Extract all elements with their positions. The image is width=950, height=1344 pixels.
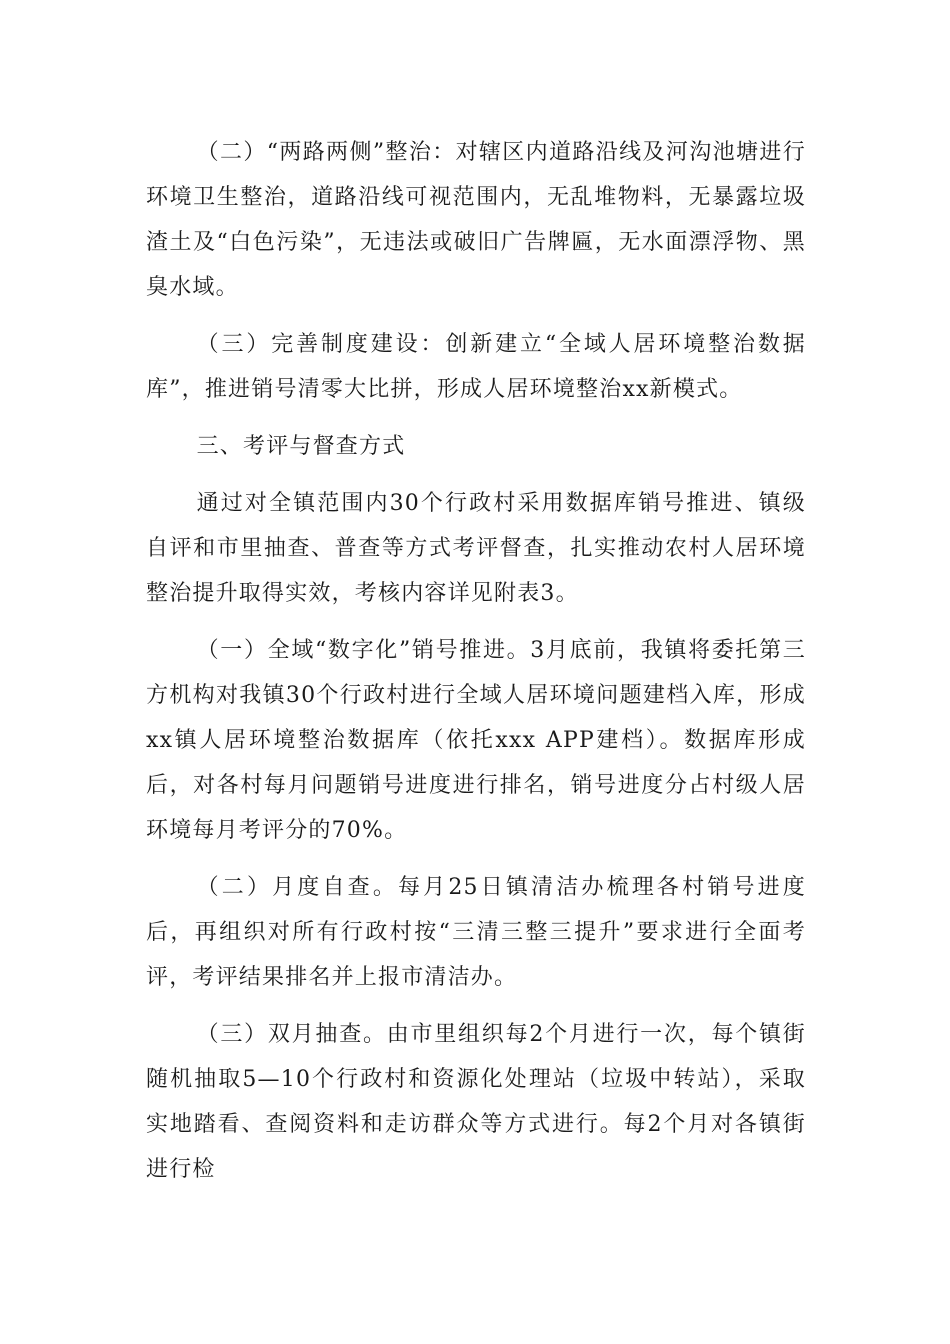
paragraph-bimonthly-spot-check: （三）双月抽查。由市里组织每2个月进行一次，每个镇街随机抽取5—10个行政村和资源化处理站（垃圾中转站），采取实地踏看、查阅资料和走访群众等方式进行。每2个月对各镇街进行检 bbox=[146, 1022, 806, 1182]
paragraph-system-building: （三）完善制度建设：创新建立“全域人居环境整治数据库”，推进销号清零大比拼，形成人居环境整治xx新模式。 bbox=[146, 332, 806, 402]
paragraph-two-roads-rectification: （二）“两路两侧”整治：对辖区内道路沿线及河沟池塘进行环境卫生整治，道路沿线可视范围内，无乱堆物料，无暴露垃圾渣土及“白色污染”，无违法或破旧广告牌匾，无水面漂浮物、黑臭水域。 bbox=[146, 140, 806, 300]
paragraph-monthly-self-check: （二）月度自查。每月25日镇清洁办梳理各村销号进度后，再组织对所有行政村按“三清三整三提升”要求进行全面考评，考评结果排名并上报市清洁办。 bbox=[146, 875, 806, 990]
document-body bbox=[146, 130, 806, 1204]
paragraph-evaluation-intro: 通过对全镇范围内30个行政村采用数据库销号推进、镇级自评和市里抽查、普查等方式考评督查，扎实推动农村人居环境整治提升取得实效，考核内容详见附表3。 bbox=[146, 491, 806, 606]
section-heading-evaluation: 三、考评与督查方式 bbox=[196, 434, 406, 459]
paragraph-digital-tracking: （一）全域“数字化”销号推进。3月底前，我镇将委托第三方机构对我镇30个行政村进行全域人居环境问题建档入库，形成xx镇人居环境整治数据库（依托xxx APP建档）。数据库形成后，对各村每月问题销号进度进行排名，销号进度分占村级人居环境每月考评分的70%。 bbox=[146, 638, 806, 843]
